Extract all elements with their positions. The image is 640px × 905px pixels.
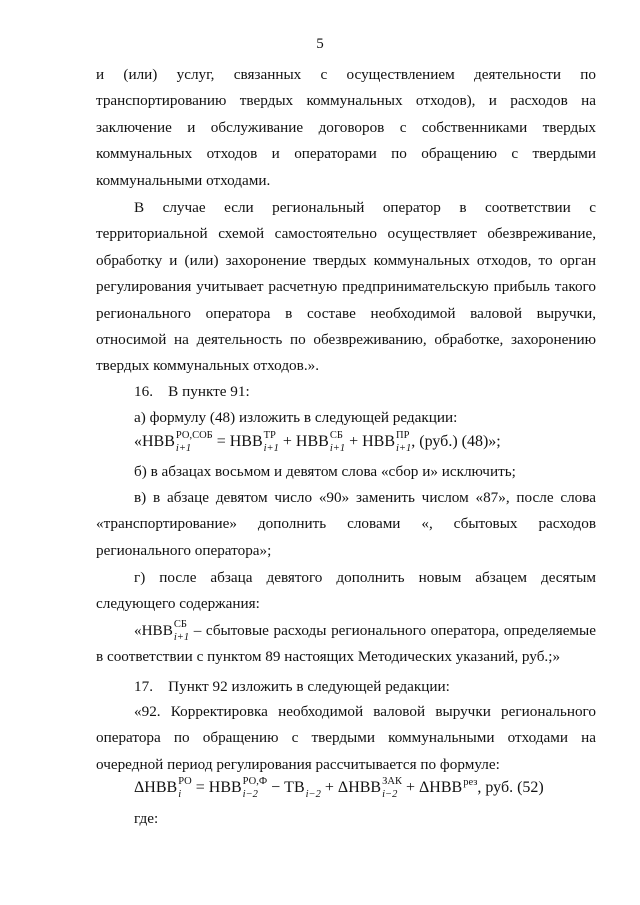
where-label: где:	[134, 810, 159, 827]
item-17-heading: 17. Пункт 92 изложить в следующей редакции:	[134, 678, 450, 695]
item-16g: г) после абзаца девятого дополнить новым абзацем десятым следующего содержания:	[96, 569, 596, 613]
item-16b: б) в абзацах восьмом и девятом слова «сбор и» исключить;	[134, 463, 516, 480]
paragraph-92: «92. Корректировка необходимой валовой выручки регионального оператора по обращению с твердыми коммунальными отходами на очередной период регулирования рассчитывается по формуле:	[96, 703, 596, 773]
item-16v: в) в абзаце девятом число «90» заменить числом «87», после слова «транспортирование» дополнить словами «, сбытовых расходов регионального оператора»;	[96, 489, 596, 559]
formula-48: «НВВ РО,СОБ i+1 = НВВ ТР i+1 + НВВ СБ i+1 + НВВ ПР i+1 , (руб.) (48)»;	[134, 430, 501, 454]
page-number: 5	[316, 36, 324, 52]
item-16a: а) формулу (48) изложить в следующей редакции:	[134, 409, 458, 426]
paragraph-regional-operator: В случае если региональный оператор в соответствии с территориальной схемой самостоятельно осуществляет обезвреживание, обработку и (или) захоронение твердых коммунальных отходов, то орган регулирования учитывает расчетную предпринимательскую прибыль такого регионального оператора в составе необходимой валовой выручки, относимой на деятельность по обезвреживанию, обработке, захоронению твердых коммунальных отходов.».	[96, 199, 596, 375]
paragraph-services: и (или) услуг, связанных с осуществлением деятельности по транспортированию твердых коммунальных отходов), и расходов на заключение и обслуживание договоров с собственниками твердых коммунальных отходов и операторами по обращению с твердыми коммунальными отходами.	[96, 66, 596, 189]
definition-sb: «НВВ СБ i+1 – сбытовые расходы регионального оператора, определяемые в соответствии с пунктом 89 настоящих Методических указаний, руб.;»	[96, 619, 596, 666]
item-16-heading: 16. В пункте 91:	[134, 383, 250, 400]
formula-52: ΔНВВ РО i = НВВ РО,Ф i−2 − ТВ i−2 + ΔНВВ ЗАК i−2 + $\Delta НВВ^{рез}$, руб. (52)	[134, 776, 544, 800]
